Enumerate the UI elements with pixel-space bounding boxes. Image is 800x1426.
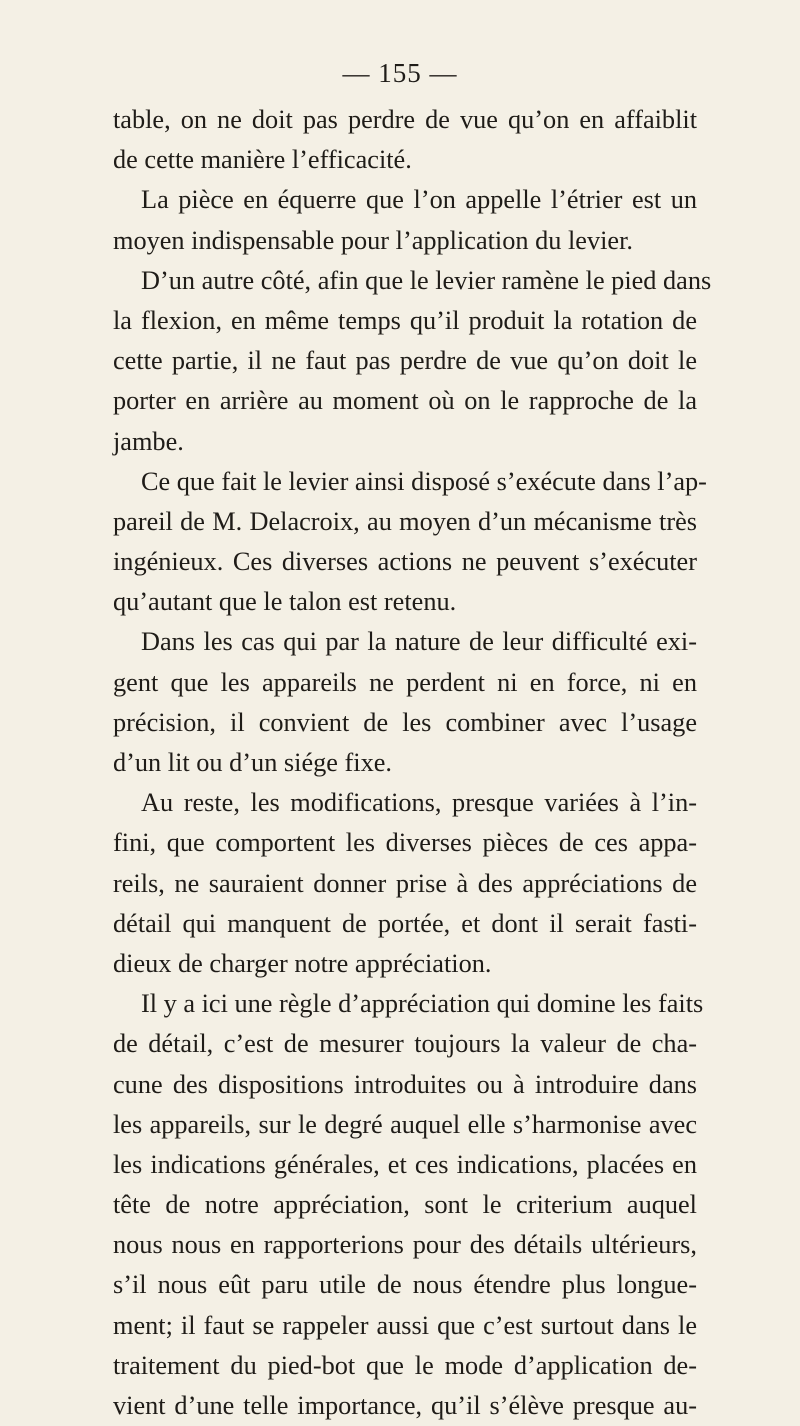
page-number-header: — 155 —	[342, 58, 458, 88]
text-line: Dans les cas qui par la nature de leur difficulté exi-	[141, 627, 697, 657]
page-body-text	[113, 100, 712, 1426]
text-line: ment; il faut se rappeler aussi que c’est surtout dans le	[113, 1310, 697, 1340]
text-line: de détail, c’est de mesurer toujours la valeur de cha-	[113, 1029, 697, 1059]
text-line: gent que les appareils ne perdent ni en force, ni en	[113, 667, 697, 697]
text-line: La pièce en équerre que l’on appelle l’étrier est un	[141, 185, 697, 215]
text-line: nous nous en rapporterions pour des détails ultérieurs,	[113, 1230, 697, 1260]
text-line: les indications générales, et ces indications, placées en	[113, 1149, 697, 1179]
text-line: jambe.	[113, 426, 184, 456]
text-line: ingénieux. Ces diverses actions ne peuvent s’exécuter	[113, 547, 697, 577]
text-line: précision, il convient de les combiner avec l’usage	[113, 707, 697, 737]
text-line: vient d’une telle importance, qu’il s’élève presque au-	[113, 1391, 697, 1420]
text-line: table, on ne doit pas perdre de vue qu’on en affaiblit	[113, 105, 697, 134]
text-line: fini, que comportent les diverses pièces de ces appa-	[113, 828, 697, 858]
text-line: d’un lit ou d’un siége fixe.	[113, 748, 392, 777]
text-line: détail qui manquent de portée, et dont il serait fasti-	[113, 908, 697, 938]
text-line: les appareils, sur le degré auquel elle s’harmonise avec	[113, 1109, 697, 1139]
text-line: moyen indispensable pour l’application du levier.	[113, 225, 633, 255]
text-line: pareil de M. Delacroix, au moyen d’un mécanisme très	[113, 506, 697, 536]
text-line: cette partie, il ne faut pas perdre de vue qu’on doit le	[113, 346, 697, 376]
text-line: porter en arrière au moment où on le rapproche de la	[113, 386, 697, 416]
text-line: Ce que fait le levier ainsi disposé s’exécute dans l’ap-	[141, 466, 707, 496]
text-line: Il y a ici une règle d’appréciation qui domine les faits	[141, 989, 704, 1019]
text-line: Au reste, les modifications, presque variées à l’in-	[141, 788, 697, 818]
text-line: s’il nous eût paru utile de nous étendre plus longue-	[113, 1270, 697, 1300]
text-line: de cette manière l’efficacité.	[113, 145, 412, 175]
text-line: traitement du pied-bot que le mode d’application de-	[113, 1350, 697, 1380]
text-line: D’un autre côté, afin que le levier ramène le pied dans	[141, 265, 712, 295]
text-line: dieux de charger notre appréciation.	[113, 948, 492, 978]
text-line: tête de notre appréciation, sont le criterium auquel	[113, 1190, 697, 1220]
text-line: la flexion, en même temps qu’il produit la rotation de	[113, 305, 697, 335]
text-line: cune des dispositions introduites ou à introduire dans	[113, 1069, 697, 1099]
text-line: qu’autant que le talon est retenu.	[113, 587, 457, 617]
text-line: reils, ne sauraient donner prise à des appréciations de	[113, 868, 697, 898]
